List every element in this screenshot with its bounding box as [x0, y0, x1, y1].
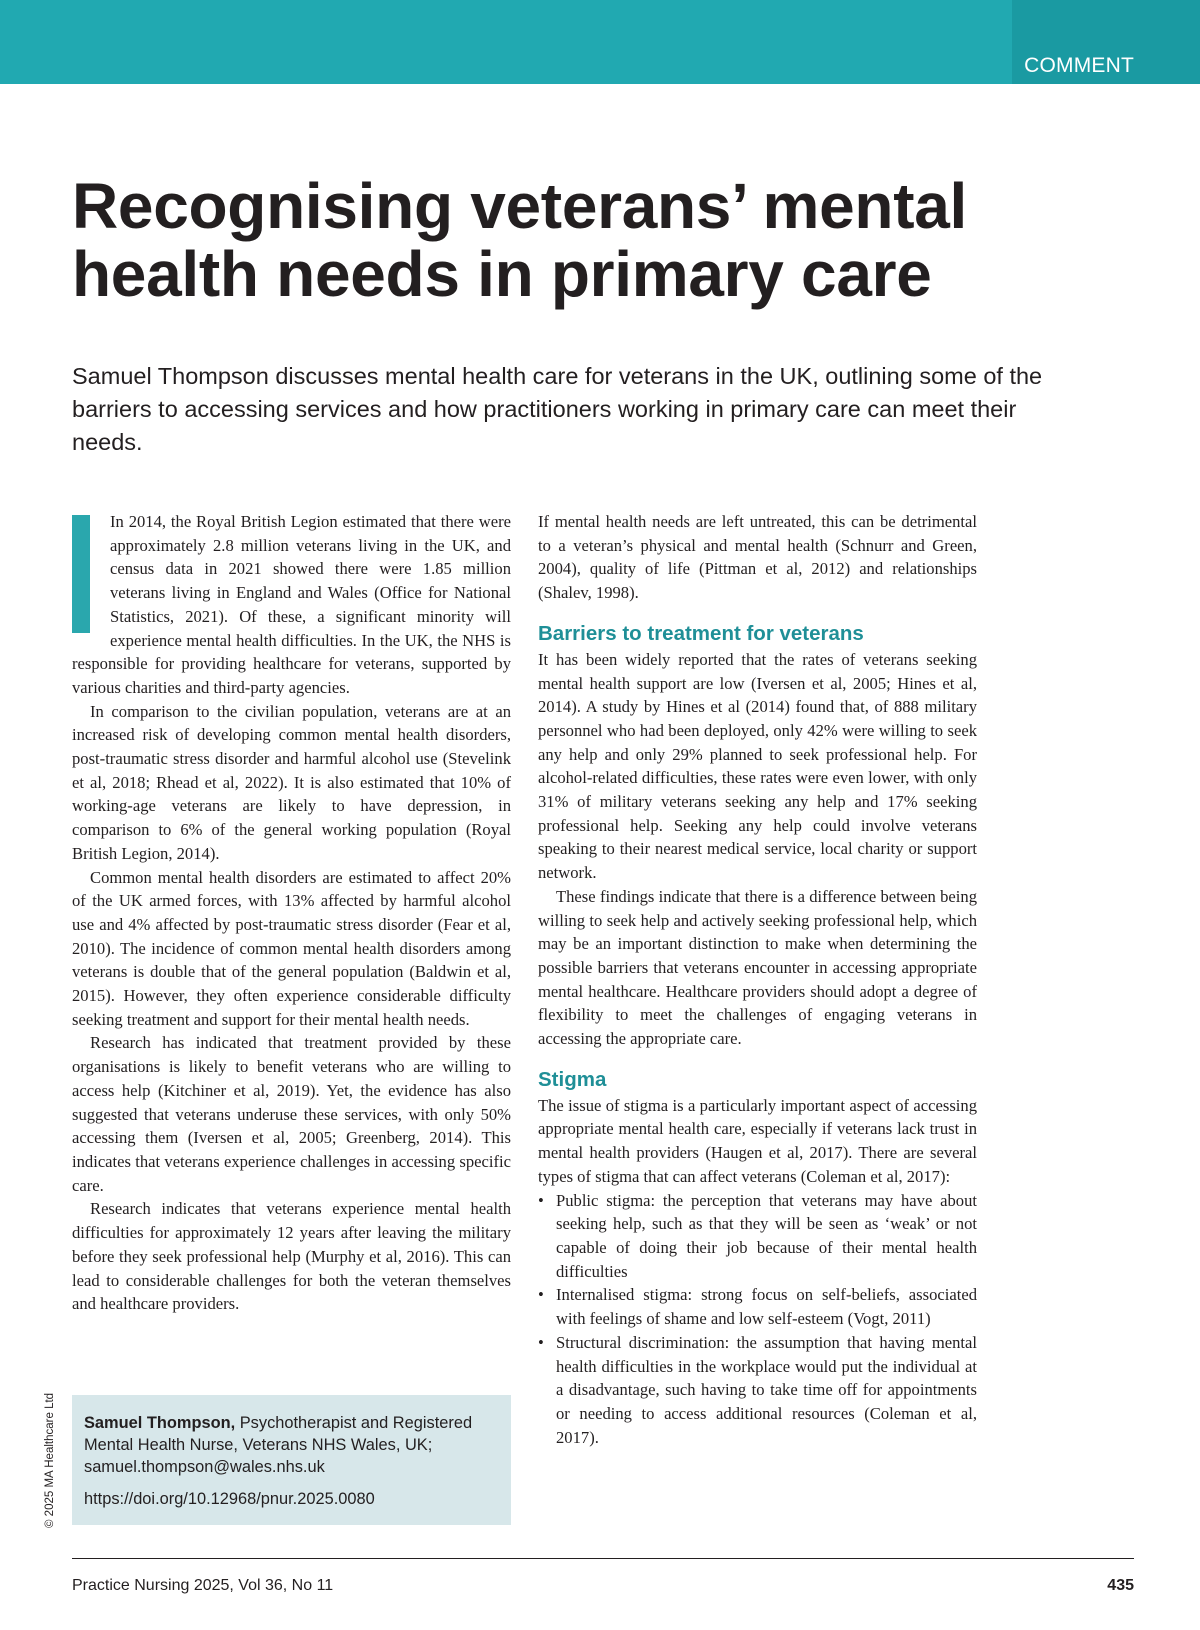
stigma-list — [538, 1189, 977, 1450]
list-item: • Internalised stigma: strong focus on self-beliefs, associated with feelings of shame and low self-esteem (Vogt, 2011) — [538, 1283, 977, 1330]
barriers-heading: Barriers to treatment for veterans — [538, 621, 864, 645]
author-name: Samuel Thompson, — [84, 1414, 236, 1432]
drop-cap — [72, 515, 90, 633]
body-paragraph: It has been widely reported that the rates of veterans seeking mental health support are low (Iversen et al, 2005; Hines et al, 2014). A study by Hines et al (2014) found that, of 888 military personnel who had been deployed, only 42% were willing to seek any help and only 29% planned to seek professional help. For alcohol-related difficulties, these rates were even lower, with only 31% of military veterans seeking any help and 17% seeking professional help. Seeking any help could involve veterans speaking to their nearest medical service, local charity or support network. — [538, 649, 977, 883]
list-item: • Structural discrimination: the assumption that having mental health difficulties in the workplace would put the individual at a disadvantage, such having to take time off for appointments or needing to access additional resources (Coleman et al, 2017). — [538, 1331, 977, 1450]
body-paragraph: Research indicates that veterans experience mental health difficulties for approximately 12 years after leaving the military before they seek professional help (Murphy et al, 2016). This can lead to considerable challenges for both the veteran themselves and healthcare providers. — [72, 1199, 511, 1314]
section-label: COMMENT — [1024, 54, 1134, 77]
author-info — [84, 1412, 499, 1478]
stigma-heading: Stigma — [538, 1067, 607, 1091]
page-number: 435 — [1107, 1577, 1134, 1594]
standfirst: Samuel Thompson discusses mental health care for veterans in the UK, outlining some of the barriers to accessing services and how practitioners working in primary care can meet their needs. — [72, 363, 1043, 455]
body-paragraph: In comparison to the civilian population, veterans are at an increased risk of developing common mental health disorders, post-traumatic stress disorder and harmful alcohol use (Stevelink et al, 2018; Rhead et al, 2022). It is also estimated that 10% of working-age veterans are likely to have depression, in comparison to 6% of the general working population (Royal British Legion, 2014). — [72, 701, 511, 863]
body-paragraph: Common mental health disorders are estimated to affect 20% of the UK armed forces, with 13% affected by harmful alcohol use and 4% affected by post-traumatic stress disorder (Fear et al, 2010). The incidence of common mental health disorders among veterans is double that of the general population (Baldwin et al, 2015). However, they often experience considerable difficulty seeking treatment and support for their mental health needs. — [72, 867, 511, 1029]
doi-link[interactable]: https://doi.org/10.12968/pnur.2025.0080 — [84, 1490, 375, 1508]
right-column — [538, 510, 977, 1449]
footer-journal: Practice Nursing 2025, Vol 36, No 11 — [72, 1577, 334, 1594]
body-paragraph: If mental health needs are left untreated, this can be detrimental to a veteran’s physical and mental health (Schnurr and Green, 2004), quality of life (Pittman et al, 2012) and relationships (Shalev, 1998). — [538, 512, 977, 603]
list-item: • Public stigma: the perception that veterans may have about seeking help, such as that they will be seen as ‘weak’ or not capable of doing their job because of their mental health difficulties — [538, 1189, 977, 1284]
body-paragraph: These findings indicate that there is a difference between being willing to seek help and actively seeking professional help, which may be an important distinction to make when determining the possible barriers that veterans encounter in accessing appropriate mental healthcare. Healthcare providers should adopt a degree of flexibility to meet the challenges of engaging veterans in accessing the appropriate care. — [538, 886, 977, 1049]
body-paragraph: Research has indicated that treatment provided by these organisations is likely to benefit veterans who are willing to access help (Kitchiner et al, 2019). Yet, the evidence has also suggested that veterans underuse these services, with only 50% accessing them (Iversen et al, 2005; Greenberg, 2014). This indicates that veterans experience challenges in accessing specific care. — [72, 1033, 511, 1195]
left-column — [72, 510, 511, 1316]
body-paragraph: The issue of stigma is a particularly important aspect of accessing appropriate mental health care, especially if veterans lack trust in mental health providers (Haugen et al, 2017). There are several types of stigma that can affect veterans (Coleman et al, 2017): — [538, 1095, 977, 1186]
author-box — [72, 1395, 511, 1525]
copyright-notice: © 2025 MA Healthcare Ltd — [44, 1392, 56, 1528]
body-paragraph: In 2014, the Royal British Legion estimated that there were approximately 2.8 million veterans living in the UK, and census data in 2021 showed there were 1.85 million veterans living in England and Wales (Office for National Statistics, 2021). Of these, a significant minority will experience mental health difficulties. In the UK, the NHS is responsible for providing healthcare for veterans, supported by various charities and third-party agencies. — [72, 512, 511, 697]
article-title: Recognising veterans’ mental health needs in primary care — [72, 170, 968, 310]
author-details: Psychotherapist and Registered Mental Health Nurse, Veterans NHS Wales, UK; samuel.thompson@wales.nhs.uk — [84, 1414, 473, 1476]
footer-divider — [72, 1558, 1134, 1559]
